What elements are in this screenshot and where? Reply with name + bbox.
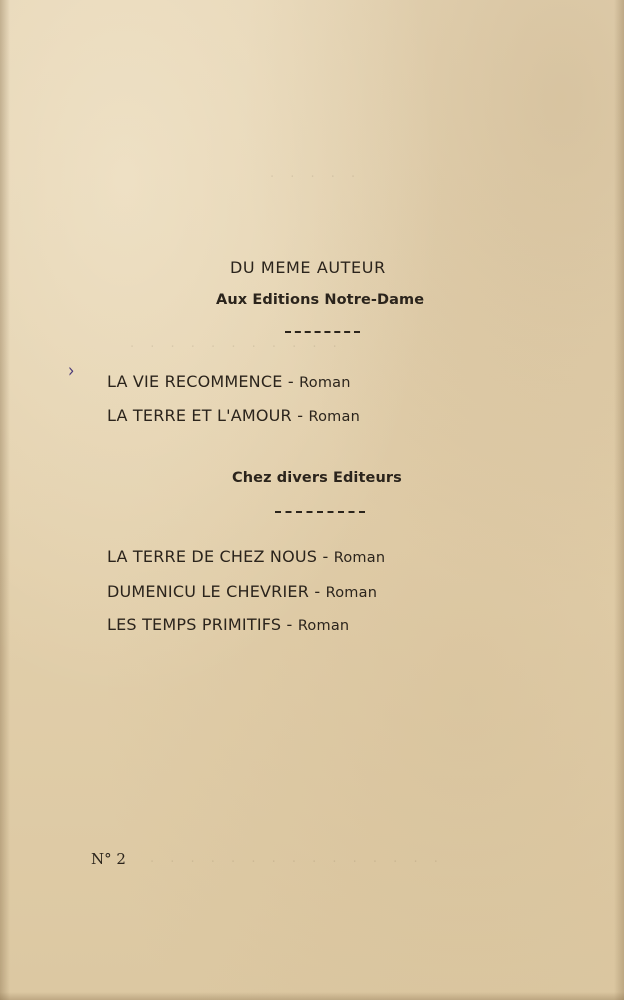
divider-rule [285,331,360,333]
book-entry [107,582,377,601]
book-separator: - [286,615,293,634]
margin-mark: › [68,359,75,382]
publisher-heading-divers: Chez divers Editeurs [232,470,402,486]
book-title: LES TEMPS PRIMITIFS [107,615,282,634]
book-title: LA VIE RECOMMENCE [107,372,283,391]
divider-rule [275,511,365,513]
book-title: LA TERRE DE CHEZ NOUS [107,547,318,566]
page-edge-left [0,0,10,1000]
book-title: DUMENICU LE CHEVRIER [107,582,310,601]
book-separator: - [287,372,294,391]
book-separator: - [314,582,321,601]
book-genre: Roman [308,409,360,425]
book-entry [107,615,349,634]
book-genre: Roman [299,375,351,391]
bleed-through-text: · · · · · · · · · · · · · · · [150,855,444,870]
bleed-through-text: · · · · · · · · · · · [130,340,343,355]
page-edge-bottom [0,992,624,1000]
page-edge-right [614,0,624,1000]
section-heading: DU MEME AUTEUR [230,258,386,277]
book-entry [107,406,360,425]
publisher-heading-notre-dame: Aux Editions Notre-Dame [216,292,425,308]
book-genre: Roman [325,585,378,601]
issue-number: N° 2 [91,850,126,868]
book-entry [107,372,351,391]
book-genre: Roman [297,618,350,634]
book-separator: - [297,406,304,425]
bleed-through-text: · · · · · [270,170,362,185]
book-genre: Roman [333,550,386,566]
book-separator: - [322,547,329,566]
book-title: LA TERRE ET L'AMOUR [107,406,292,425]
book-entry [107,547,385,566]
